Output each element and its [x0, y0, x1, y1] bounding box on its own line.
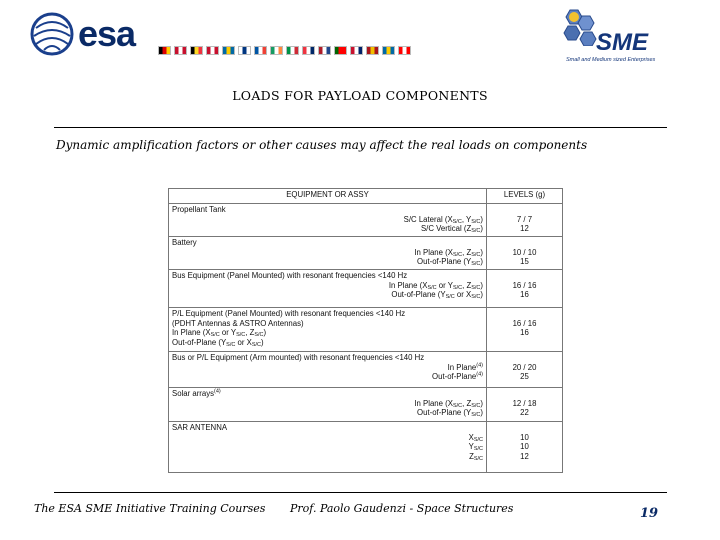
flag-icon [206, 46, 219, 55]
row-solar-equipment [169, 388, 487, 422]
row-condition: Out-of-Plane ($Y_{S/C}$ or $X_{S/C}$) [391, 290, 483, 301]
row-condition: $Z_{S/C}$ [469, 451, 483, 462]
bottom-divider [54, 492, 667, 493]
flag-icon [398, 46, 411, 55]
row-condition: Out-of-Plane $(Y_{S/C})$ [417, 408, 483, 419]
level-value: 10 / 10 [512, 247, 537, 257]
row-propellant-levels [487, 204, 563, 237]
flag-icon [238, 46, 251, 55]
level-value: 22 [520, 408, 529, 418]
flag-icon [174, 46, 187, 55]
row-battery-equipment [169, 237, 487, 270]
row-condition: In Plane$^{(4)}$ [447, 362, 483, 372]
table-row [169, 388, 563, 422]
level-value: 16 [520, 290, 529, 300]
row-label: SAR ANTENNA [172, 423, 228, 432]
sme-logo-text: SME [596, 29, 649, 56]
row-condition: S/C Vertical $(Z_{S/C})$ [420, 224, 483, 235]
row-propellant-equipment [169, 204, 487, 237]
footer-course: The ESA SME Initiative Training Courses [34, 502, 266, 515]
row-battery-levels [487, 237, 563, 270]
row-condition: In Plane ($X_{S/C}$, $Z_{S/C}$) [414, 398, 483, 409]
table-row [169, 308, 563, 352]
flag-icon [222, 46, 235, 55]
esa-logo-text: esa [78, 13, 136, 54]
table-row [169, 270, 563, 308]
flag-icon [382, 46, 395, 55]
row-bus-equipment [169, 270, 487, 308]
flag-icon [366, 46, 379, 55]
level-value: 10 [520, 432, 529, 442]
row-arm-levels [487, 352, 563, 388]
row-label: Bus Equipment (Panel Mounted) with resonant frequencies <140 Hz [172, 271, 408, 280]
row-label: Bus or P/L Equipment (Arm mounted) with resonant frequencies <140 Hz [172, 353, 425, 362]
level-value: 16 / 16 [512, 280, 537, 290]
row-label-sub: (PDHT Antennas & ASTRO Antennas) [172, 318, 304, 328]
flag-icon [270, 46, 283, 55]
flag-icon [302, 46, 315, 55]
row-condition: In Plane ($X_{S/C}$ or $Y_{S/C}$, $Z_{S/C}$) [388, 280, 483, 291]
row-condition: In Plane ($X_{S/C}$ or $Y_{S/C}$, $Z_{S/C}$) [172, 328, 267, 339]
table-row [169, 204, 563, 237]
flag-icon [286, 46, 299, 55]
header-equipment: EQUIPMENT OR ASSY [169, 189, 487, 204]
level-value: 20 / 20 [512, 362, 537, 372]
row-pl-levels [487, 308, 563, 352]
flag-icon [318, 46, 331, 55]
esa-globe-icon [30, 12, 74, 56]
sme-logo [560, 6, 690, 66]
loads-table [168, 188, 563, 473]
level-value: 12 / 18 [512, 398, 537, 408]
footer-author: Prof. Paolo Gaudenzi - Space Structures [290, 502, 514, 515]
flag-icon [158, 46, 171, 55]
table-row [169, 237, 563, 270]
top-divider [54, 127, 667, 128]
row-solar-levels [487, 388, 563, 422]
level-value: 10 [520, 442, 529, 452]
member-flags [158, 46, 411, 56]
row-label: Battery [172, 238, 197, 247]
table-header-row [169, 189, 563, 204]
row-label: P/L Equipment (Panel Mounted) with resonant frequencies <140 Hz [172, 309, 406, 318]
row-sar-levels [487, 422, 563, 473]
esa-logo [30, 12, 390, 62]
level-value: 12 [520, 451, 529, 461]
flag-icon [190, 46, 203, 55]
flag-icon [334, 46, 347, 55]
row-label: Solar arrays$^{(4)}$ [172, 388, 221, 398]
level-value: 12 [520, 224, 529, 234]
row-arm-equipment [169, 352, 487, 388]
level-value: 16 [520, 328, 529, 338]
row-condition: $Y_{S/C}$ [468, 442, 483, 453]
row-label: Propellant Tank [172, 205, 226, 214]
row-sar-equipment [169, 422, 487, 473]
slide-subtitle: Dynamic amplification factors or other causes may affect the real loads on components [56, 138, 588, 152]
level-value: 16 / 16 [512, 318, 537, 328]
row-condition: Out-of-Plane $(Y_{S/C})$ [417, 257, 483, 268]
row-bus-levels [487, 270, 563, 308]
table-row [169, 422, 563, 473]
flag-icon [350, 46, 363, 55]
row-condition: $X_{S/C}$ [468, 432, 483, 443]
page-number: 19 [640, 506, 659, 521]
level-value: 7 / 7 [516, 214, 533, 224]
sme-logo-subtitle: Small and Medium sized Enterprises [566, 57, 656, 63]
row-condition: Out-of-Plane$^{(4)}$ [432, 371, 483, 382]
row-condition: Out-of-Plane ($Y_{S/C}$ or $X_{S/C}$) [172, 337, 264, 348]
flag-icon [254, 46, 267, 55]
slide-title: LOADS FOR PAYLOAD COMPONENTS [232, 88, 488, 103]
row-pl-equipment [169, 308, 487, 352]
header-levels: LEVELS (g) [487, 189, 563, 204]
row-condition: In Plane ($X_{S/C}$, $Z_{S/C}$) [414, 247, 483, 258]
level-value: 15 [520, 257, 529, 267]
level-value: 25 [520, 372, 529, 382]
row-condition: S/C Lateral ($X_{S/C}$, $Y_{S/C}$) [403, 214, 483, 225]
table-row [169, 352, 563, 388]
